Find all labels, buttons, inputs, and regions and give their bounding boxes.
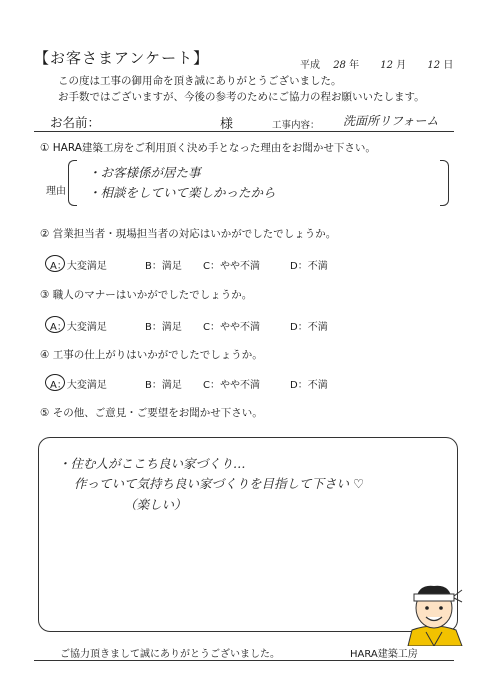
q3-option-a: A：大変満足 bbox=[50, 322, 107, 333]
intro-line-1: この度は工事の御用命を頂き誠にありがとうございました。 bbox=[58, 75, 342, 87]
bracket-left bbox=[68, 160, 77, 206]
intro-line-2: お手数ではございますが、今後の参考のためにご協力の程お願いいたします。 bbox=[58, 91, 425, 103]
q2-option-c: C：やや不満 bbox=[203, 261, 260, 272]
work-label: 工事内容： bbox=[272, 120, 320, 131]
q2-option-a: A：大変満足 bbox=[50, 261, 107, 272]
reason-label: 理由 bbox=[46, 186, 66, 197]
date-field bbox=[300, 56, 453, 71]
question-3: ③ 職人のマナーはいかがでしたでしょうか。 bbox=[40, 289, 253, 301]
q4-option-b: B：満足 bbox=[145, 380, 182, 391]
reason-answer-1: ・お客様係が居た事 bbox=[88, 165, 201, 180]
date-day-unit: 日 bbox=[443, 60, 454, 71]
honorific: 様 bbox=[220, 117, 234, 132]
date-year: 28 bbox=[333, 60, 346, 71]
reason-answer-2: ・相談をしていて楽しかったから bbox=[88, 185, 276, 200]
date-month-unit: 月 bbox=[396, 60, 407, 71]
question-4: ④ 工事の仕上がりはいかがでしたでしょうか。 bbox=[40, 349, 263, 361]
q3-option-c: C：やや不満 bbox=[203, 322, 260, 333]
date-era: 平成 bbox=[300, 60, 320, 71]
question-5: ⑤ その他、ご意見・ご要望をお聞かせ下さい。 bbox=[40, 407, 263, 419]
footer-thanks: ご協力頂きまして誠にありがとうございました。 bbox=[60, 649, 280, 660]
date-month: 12 bbox=[380, 60, 394, 71]
q4-option-d: D：不満 bbox=[290, 380, 328, 391]
date-year-unit: 年 bbox=[349, 60, 360, 71]
q2-option-b: B：満足 bbox=[145, 261, 182, 272]
q2-option-d: D：不満 bbox=[290, 261, 328, 272]
footer-divider bbox=[34, 660, 454, 661]
name-label: お名前： bbox=[50, 115, 101, 130]
q3-option-b: B：満足 bbox=[145, 322, 182, 333]
q4-option-c: C：やや不満 bbox=[203, 380, 260, 391]
q3-option-d: D：不満 bbox=[290, 322, 328, 333]
q4-option-a: A：大変満足 bbox=[50, 380, 107, 391]
survey-title: 【お客さまアンケート】 bbox=[34, 49, 210, 67]
question-2: ② 営業担当者・現場担当者の対応はいかがでしたでしょうか。 bbox=[40, 228, 337, 240]
footer-company: HARA建築工房 bbox=[350, 649, 418, 660]
opinion-answer-2: 作っていて気持ち良い家づくりを目指して下さい ♡ bbox=[74, 476, 365, 491]
opinion-answer-3: （楽しい） bbox=[124, 497, 187, 512]
question-1: ① HARA建築工房をご利用頂く決め手となった理由をお聞かせ下さい。 bbox=[40, 142, 376, 154]
mascot-illustration bbox=[404, 574, 464, 646]
date-day: 12 bbox=[427, 60, 441, 71]
work-value: 洗面所リフォーム bbox=[343, 114, 439, 128]
bracket-right bbox=[440, 160, 449, 206]
opinion-answer-1: ・住む人がここち良い家づくり… bbox=[58, 456, 246, 471]
